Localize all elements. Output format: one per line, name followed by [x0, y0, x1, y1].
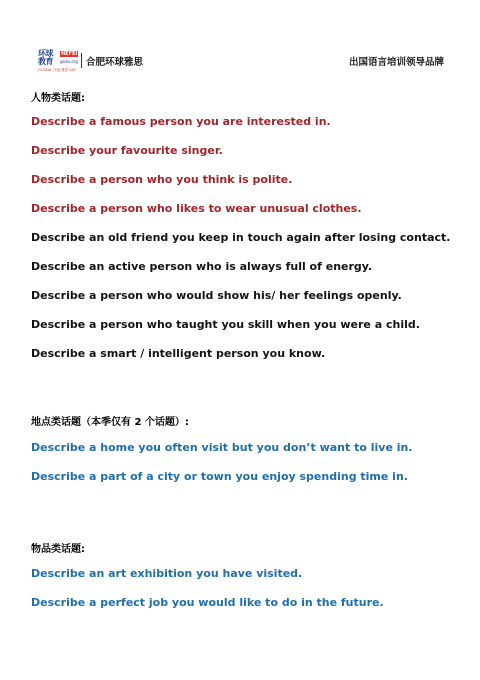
header-slogan: 出国语言培训领导品牌	[348, 57, 444, 68]
section-heading-people: 人物类话题:	[31, 93, 85, 104]
topic-item: Describe a person who would show his/ her feelings openly.	[31, 289, 402, 302]
logo-url: gedu.org	[60, 59, 78, 64]
topic-item: Describe an art exhibition you have visited.	[31, 567, 303, 580]
topic-item: Describe a person who taught you skill when you were a child.	[31, 318, 420, 331]
topic-item: Describe a perfect job you would like to do in the future.	[31, 596, 384, 609]
logo	[38, 50, 78, 74]
topic-item: Describe a part of a city or town you enjoy spending time in.	[31, 470, 408, 483]
topic-item: Describe your favourite singer.	[31, 144, 223, 157]
brand-name: 合肥环球雅思	[86, 57, 144, 68]
section-heading-objects: 物品类话题:	[31, 544, 85, 555]
logo-hefei: HEFEI	[61, 51, 78, 57]
topic-item: Describe a person who you think is polite.	[31, 173, 293, 186]
topic-item: Describe a smart / intelligent person you know.	[31, 347, 326, 360]
section-heading-places: 地点类话题（本季仅有 2 个话题）:	[31, 417, 189, 428]
logo-text: 环球教育	[38, 49, 53, 66]
topic-item: Describe a person who likes to wear unusual clothes.	[31, 202, 362, 215]
topic-item: Describe an active person who is always full of energy.	[31, 260, 373, 273]
topic-item: Describe a home you often visit but you don’t want to live in.	[31, 441, 413, 454]
header-divider	[81, 53, 82, 68]
topic-item: Describe a famous person you are interested in.	[31, 115, 331, 128]
logo-tagline: GLOBAL 托福 雅思 SAT	[38, 68, 76, 72]
topic-item: Describe an old friend you keep in touch again after losing contact.	[31, 231, 451, 244]
page-header	[38, 50, 444, 74]
